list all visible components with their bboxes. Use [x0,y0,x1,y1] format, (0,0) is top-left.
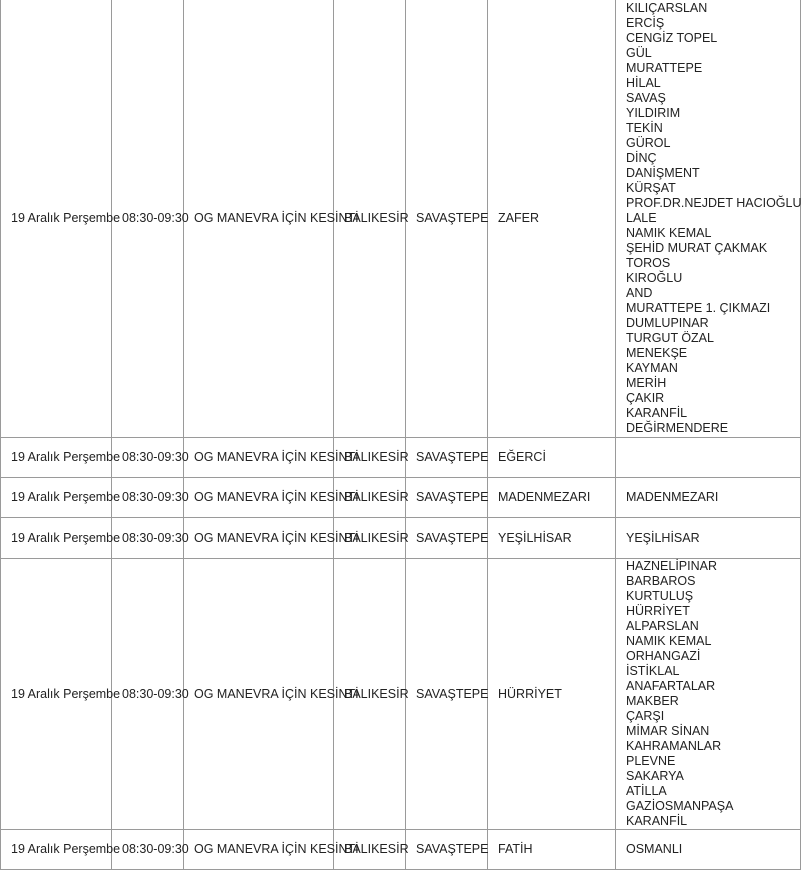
street-item: KAYMAN [626,361,678,375]
reason-cell [184,830,359,870]
reason-cell [184,518,359,559]
street-item: MADENMEZARI [626,490,719,504]
street-item: HÜRRİYET [626,604,690,618]
street-item: KILIÇARSLAN [626,1,708,15]
street-item: HİLAL [626,76,661,90]
date-cell [1,438,121,478]
neighborhood-text: EĞERCİ [498,450,546,464]
date-text: 19 Aralık Perşembe [11,530,121,545]
district-text: SAVAŞTEPE [416,530,489,545]
province-text: BALIKESİR [344,686,409,701]
date-cell [1,518,121,559]
street-item: KIROĞLU [626,271,683,285]
street-item: ANAFARTALAR [626,679,716,693]
street-item: YILDIRIM [626,106,681,120]
streets-cell [616,518,801,559]
neighborhood-text: FATİH [498,842,533,856]
street-item: DEĞİRMENDERE [626,421,729,435]
reason-text: OG MANEVRA İÇİN KESİNTİ [194,686,359,701]
district-cell [406,559,488,830]
time-cell [112,438,189,478]
reason-text: OG MANEVRA İÇİN KESİNTİ [194,450,359,464]
street-item: İSTİKLAL [626,664,680,678]
date-cell [1,478,121,518]
street-item: HAZNELİPINAR [626,559,717,573]
street-item: SAKARYA [626,769,684,783]
district-text: SAVAŞTEPE [416,211,489,225]
table-row [1,559,801,830]
time-text: 08:30-09:30 [122,530,189,545]
province-cell [334,0,409,438]
street-item: ŞEHİD MURAT ÇAKMAK [626,241,768,255]
date-text: 19 Aralık Perşembe [11,211,121,225]
time-cell [112,518,189,559]
street-item: ATİLLA [626,784,667,798]
street-item: MERİH [626,376,667,390]
district-cell [406,0,488,438]
street-item: NAMIK KEMAL [626,226,712,240]
street-item: MAKBER [626,694,679,708]
time-text: 08:30-09:30 [122,450,189,464]
street-item: OSMANLI [626,842,683,856]
neighborhood-text: ZAFER [498,211,539,225]
street-item: GAZİOSMANPAŞA [626,799,734,813]
district-cell [406,478,488,518]
district-text: SAVAŞTEPE [416,686,489,701]
province-text: BALIKESİR [344,530,409,545]
street-item: TOROS [626,256,671,270]
district-text: SAVAŞTEPE [416,842,489,856]
table-row [1,438,801,478]
street-item: PROF.DR.NEJDET HACIOĞLU [626,196,802,210]
time-text: 08:30-09:30 [122,490,189,504]
table-row [1,518,801,559]
streets-cell [616,559,801,830]
neighborhood-cell [488,830,616,870]
time-text: 08:30-09:30 [122,686,189,701]
street-item: CENGİZ TOPEL [626,31,718,45]
street-item: DANİŞMENT [626,166,700,180]
reason-cell [184,438,359,478]
neighborhood-text: HÜRRİYET [498,686,562,701]
time-cell [112,0,189,438]
neighborhood-text: MADENMEZARI [498,490,591,504]
province-cell [334,559,409,830]
date-cell [1,0,121,438]
time-cell [112,478,189,518]
street-item: TURGUT ÖZAL [626,331,714,345]
street-item: KARANFİL [626,814,688,828]
street-item: DİNÇ [626,151,657,165]
province-text: BALIKESİR [344,211,409,225]
province-text: BALIKESİR [344,450,409,464]
neighborhood-cell [488,559,616,830]
district-text: SAVAŞTEPE [416,450,489,464]
date-text: 19 Aralık Perşembe [11,842,121,856]
neighborhood-cell [488,438,616,478]
reason-text: OG MANEVRA İÇİN KESİNTİ [194,842,359,856]
neighborhood-cell [488,478,616,518]
reason-text: OG MANEVRA İÇİN KESİNTİ [194,211,359,225]
province-cell [334,438,409,478]
province-cell [334,830,409,870]
streets-cell [616,0,801,438]
street-item: KURTULUŞ [626,589,694,603]
street-item: ÇAKIR [626,391,665,405]
street-item: ORHANGAZİ [626,649,701,663]
street-item: LALE [626,211,657,225]
district-cell [406,518,488,559]
street-item: KÜRŞAT [626,181,676,195]
street-item: GÜROL [626,136,671,150]
street-item: BARBAROS [626,574,696,588]
street-item: PLEVNE [626,754,676,768]
time-cell [112,830,189,870]
street-item: MENEKŞE [626,346,688,360]
province-text: BALIKESİR [344,842,409,856]
street-item: ÇARŞI [626,709,665,723]
street-item: KARANFİL [626,406,688,420]
reason-cell [184,559,359,830]
district-cell [406,438,488,478]
street-item: DUMLUPINAR [626,316,709,330]
table-row [1,830,801,870]
date-cell [1,830,121,870]
street-item: AND [626,286,653,300]
street-item: TEKİN [626,121,663,135]
time-text: 08:30-09:30 [122,211,189,225]
reason-cell [184,0,359,438]
street-item: ERCİŞ [626,16,665,30]
date-text: 19 Aralık Perşembe [11,490,121,504]
street-item: MİMAR SİNAN [626,724,710,738]
province-text: BALIKESİR [344,490,409,504]
street-item: ALPARSLAN [626,619,699,633]
date-text: 19 Aralık Perşembe [11,686,121,701]
table-row [1,0,801,438]
outage-table-body [1,0,801,870]
table-row [1,478,801,518]
reason-text: OG MANEVRA İÇİN KESİNTİ [194,530,359,545]
streets-cell [616,478,801,518]
date-cell [1,559,121,830]
date-text: 19 Aralık Perşembe [11,450,121,464]
district-cell [406,830,488,870]
street-item: SAVAŞ [626,91,666,105]
reason-text: OG MANEVRA İÇİN KESİNTİ [194,490,359,504]
time-cell [112,559,189,830]
time-text: 08:30-09:30 [122,842,189,856]
street-item: KAHRAMANLAR [626,739,722,753]
street-item: NAMIK KEMAL [626,634,712,648]
province-cell [334,478,409,518]
neighborhood-cell [488,0,616,438]
reason-cell [184,478,359,518]
neighborhood-cell [488,518,616,559]
street-item: MURATTEPE 1. ÇIKMAZI [626,301,771,315]
neighborhood-text: YEŞİLHİSAR [498,530,572,545]
streets-cell [616,830,801,870]
district-text: SAVAŞTEPE [416,490,489,504]
street-item: YEŞİLHİSAR [626,530,700,545]
province-cell [334,518,409,559]
streets-cell [616,438,801,478]
street-item: MURATTEPE [626,61,703,75]
street-item: GÜL [626,46,652,60]
